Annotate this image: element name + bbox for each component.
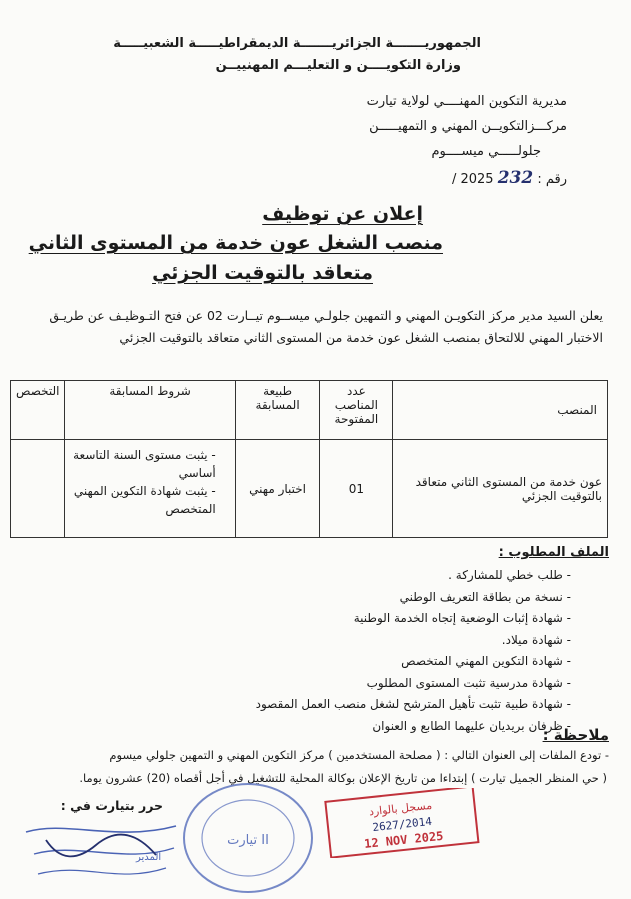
note-line-2: ( حي المنظر الجميل تيارت ) إبتداءا من تاريخ الإعلان بوكالة المحلية للتشغيل في أجل أقصاه (20) عشرون يوما.: [79, 771, 607, 785]
written-at-label: حرر بتيارت في :: [60, 798, 163, 813]
cell-post: عون خدمة من المستوى الثاني متعاقد بالتوقيت الجزئي: [393, 440, 608, 538]
director-stamp-text: المدير: [136, 852, 162, 863]
header-nature: طبيعة المسابقة: [235, 381, 320, 440]
reference-number: [452, 168, 567, 188]
republic-header: الجمهوريـــــــة الجزائريـــــــة الديمقراطيـــــة الشعبيـــــة: [113, 36, 481, 51]
note-line-1: - تودع الملفات إلى العنوان التالي : ( مصلحة المستخدمين ) مركز التكوين المهني و التمهين جلولي ميسوم: [109, 748, 609, 762]
round-seal-text: تيارت II: [227, 833, 269, 848]
header-count: عدد المناصب المفتوحة: [320, 381, 393, 440]
center-line: مركـــزالتكويــن المهني و التمهيـــــن: [369, 119, 567, 134]
title-line-2: منصب الشغل عون خدمة من المستوى الثاني: [28, 232, 443, 254]
note-title: ملاحظة :: [542, 726, 609, 744]
list-item: - شهادة التكوين المهني المتخصص: [256, 651, 571, 673]
list-item: - شهادة ميلاد.: [256, 630, 571, 652]
cell-nature: اختبار مهني: [235, 440, 320, 538]
director-signature-stamp: [16, 812, 186, 892]
table-header-row: [11, 381, 608, 440]
reference-year: 2025 /: [451, 172, 494, 187]
reference-handwritten-number: 232: [497, 168, 534, 188]
title-line-1: إعلان عن توظيف: [262, 203, 423, 225]
conditions-list: [70, 446, 229, 518]
header-specialty: التخصص: [11, 381, 65, 440]
cell-conditions: [65, 440, 235, 538]
list-item: - شهادة إثبات الوضعية إتجاه الخدمة الوطنية: [256, 608, 571, 630]
header-conditions: شروط المسابقة: [65, 381, 235, 440]
recruitment-table: [10, 380, 608, 538]
directorate-line: مديرية التكوين المهنــــي لولاية تيارت: [366, 94, 567, 109]
list-item: - شهادة مدرسية تثبت المستوى المطلوب: [256, 673, 571, 695]
cell-specialty: [11, 440, 65, 538]
intro-paragraph: يعلن السيد مدير مركز التكويـن المهني و التمهين جلولـي ميســوم تيــارت 02 عن فتح التـوظيـف عن طريـق الاختبار المهني للالتحاق بمنصب الشغل عون خدمة من المستوى الثاني متعاقد بالتوقيت الجزئي: [49, 308, 603, 345]
condition-item: - يثبت مستوى السنة التاسعة أساسي: [70, 446, 215, 482]
table-row: [11, 440, 608, 538]
condition-item: - يثبت شهادة التكوين المهني المتخصص: [70, 482, 215, 518]
list-item: - شهادة طبية تثبت تأهيل المترشح لشغل منصب العمل المقصود: [256, 694, 571, 716]
header-post: المنصب: [393, 381, 608, 440]
reception-stamp-label: مسجل بالوارد: [368, 798, 433, 819]
dossier-list: [256, 565, 571, 737]
reception-stamp-date: 12 NOV 2025: [363, 828, 445, 852]
center-name-line: جلولـــــي ميســــوم: [431, 144, 541, 159]
list-item: - نسخة من بطاقة التعريف الوطني: [256, 587, 571, 609]
reception-stamp-number: 2627/2014: [371, 814, 433, 835]
round-seal-icon: [178, 778, 318, 896]
reference-label: رقم :: [537, 172, 567, 187]
list-item: - طلب خطي للمشاركة .: [256, 565, 571, 587]
dossier-title: الملف المطلوب :: [498, 545, 609, 560]
list-item: - ظرفان بريديان عليهما الطابع و العنوان: [256, 716, 571, 738]
title-line-3: متعاقد بالتوقيت الجزئي: [152, 262, 373, 284]
cell-count: 01: [320, 440, 393, 538]
reception-stamp: [322, 788, 482, 858]
ministry-header: وزارة التكويــــن و التعليـــم المهنييــن: [215, 58, 461, 73]
